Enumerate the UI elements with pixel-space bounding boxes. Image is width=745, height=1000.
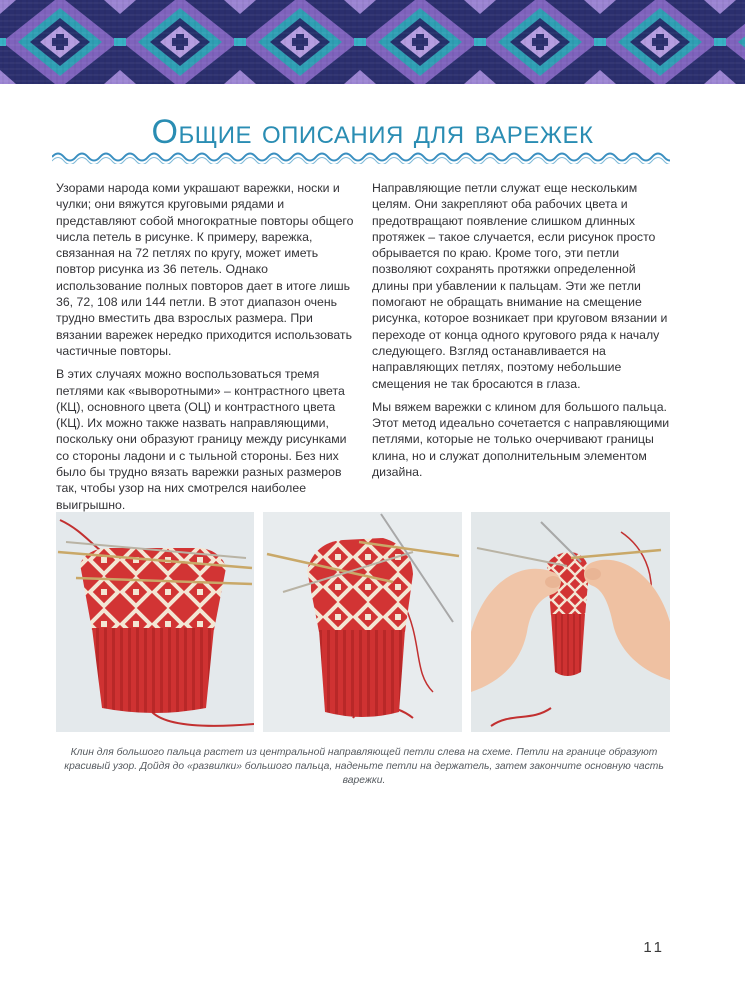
- mitten-photo-1: [56, 512, 254, 732]
- paragraph: Направляющие петли служат еще нескольким целям. Они закрепляют оба рабочих цвета и предотвращают появление слишком длинных протяжек – такое случается, если рисунок просто обрывается по краю. Кроме того, эти петли позволяют сохранять протяжки определенной длины при убавлении к пальцам. Эти же петли помогают не обращать внимание на смещение рисунка, которое возникает при круговом вязании и переходе от конца одного кругового ряда к началу следующего. Взгляд останавливается на направляющих петлях, поэтому небольшие смещения не так бросаются в глаза.: [372, 181, 668, 391]
- paragraph: В этих случаях можно воспользоваться тремя петлями как «выворотными» – контрастного цвета (КЦ), основного цвета (ОЦ) и контрастного цвета (КЦ). Их можно также назвать направляющими, поскольку они образуют границу между рисунками со стороны ладони и с тыльной стороны. Без них было бы трудно вязать варежки разных размеров так, чтобы узор на них смотрелся наиболее выигрышно.: [56, 367, 347, 512]
- paragraph: Мы вяжем варежки с клином для большого пальца. Этот метод идеально сочетается с направляющими петлями, которые не только очерчивают границы клина, но и служат дополнительным элементом дизайна.: [372, 399, 670, 480]
- page-title: Общие описания для варежек: [151, 113, 594, 151]
- left-text-column: [56, 180, 356, 520]
- mitten-image: [263, 512, 462, 732]
- mitten-photo-2: [263, 512, 462, 732]
- page-number: 11: [643, 939, 665, 956]
- mitten-photo-3: [471, 512, 670, 732]
- title-wave-divider: [52, 150, 670, 164]
- right-text-column: [372, 180, 672, 487]
- paragraph: Узорами народа коми украшают варежки, носки и чулки; они вяжутся круговыми рядами и представляют собой многократные повторы общего числа петель в рисунке. К примеру, варежка, связанная на 72 петлях по кругу, может иметь повтор рисунка из 36 петель. Однако использование полных повторов дает в итоге лишь 36, 72, 108 или 144 петли. В этот диапазон очень трудно вместить два взрослых размера. При вязании варежек нередко приходится использовать частичные повторы.: [56, 181, 354, 358]
- photo-caption: Клин для большого пальца растет из центральной направляющей петли слева на схеме. Петли на границе образуют красивый узор. Дойдя до «развилки» большого пальца, наденьте петли на держатель, затем закончите основную часть варежки.: [64, 747, 664, 786]
- mitten-image: [56, 512, 254, 732]
- knitted-pattern-banner: [0, 0, 745, 84]
- mitten-image: [471, 512, 670, 732]
- knitted-pattern-graphic: [0, 0, 745, 84]
